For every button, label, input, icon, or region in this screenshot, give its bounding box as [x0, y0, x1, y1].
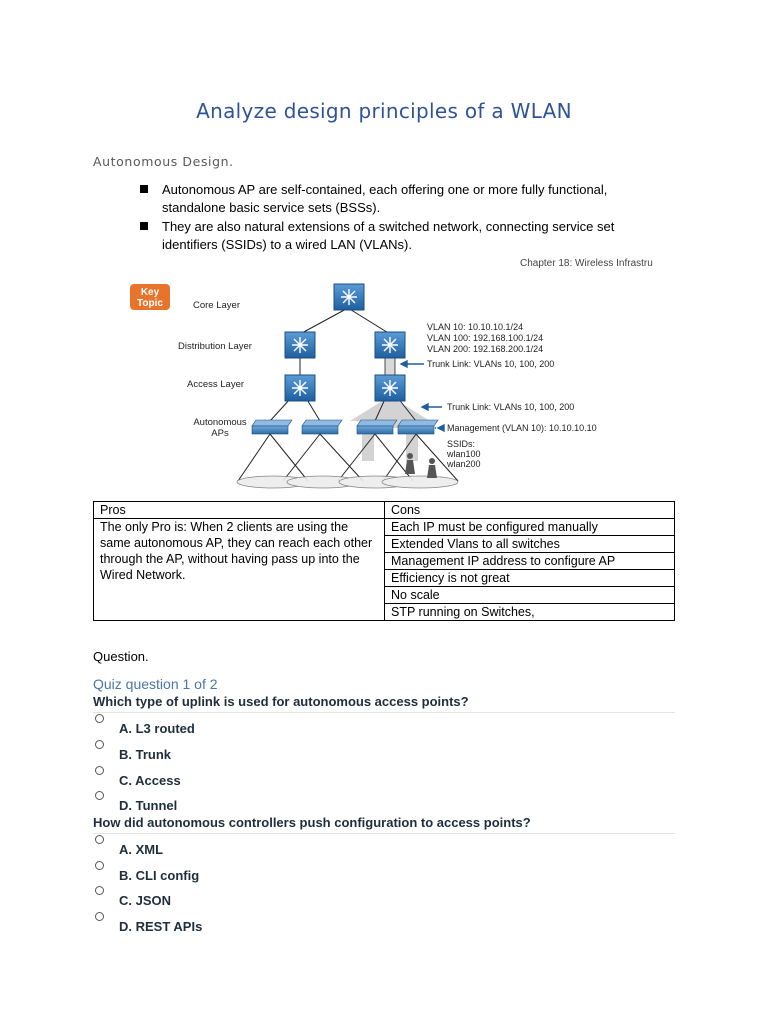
access-point-icon [302, 420, 342, 434]
vlan10-label: VLAN 10: 10.10.10.1/24 [427, 322, 524, 332]
radio-button[interactable] [95, 912, 104, 921]
wlan200-label: wlan200 [447, 459, 481, 469]
bullet-text: Autonomous AP are self-contained, each offering one or more fully functional, standalone basic service sets (BSSs). [162, 182, 608, 215]
cons-item: STP running on Switches, [385, 604, 675, 621]
radio-button[interactable] [95, 886, 104, 895]
radio-button[interactable] [95, 714, 104, 723]
option-label: B. Trunk [119, 747, 172, 762]
chapter-header: Chapter 18: Wireless Infrastru [520, 258, 653, 269]
cons-item: Efficiency is not great [385, 570, 675, 587]
option-label: C. JSON [119, 893, 172, 908]
badge-line1: Key [140, 287, 160, 298]
option-label: D. Tunnel [119, 798, 178, 813]
access-point-icon [357, 420, 397, 434]
question-text: How did autonomous controllers push configuration to access points? [93, 815, 531, 830]
badge-line2: Topic [137, 298, 163, 309]
option-label: A. XML [119, 842, 164, 857]
distribution-switch-right-icon [375, 332, 405, 358]
bullet-item [138, 218, 638, 254]
ssids-label: SSIDs: [447, 439, 476, 449]
autonomous-aps-label-2: APs [211, 428, 229, 439]
access-switch-left-icon [285, 375, 315, 401]
divider [93, 712, 675, 713]
radio-button[interactable] [95, 835, 104, 844]
trunk-highlight [385, 358, 395, 376]
pros-header: Pros [94, 502, 385, 519]
question-label: Question. [93, 649, 149, 664]
question-text: Which type of uplink is used for autonomous access points? [93, 694, 469, 709]
option-label: B. CLI config [119, 868, 200, 883]
bullet-item [138, 181, 638, 217]
option-label: C. Access [119, 773, 181, 788]
distribution-switch-left-icon [285, 332, 315, 358]
autonomous-aps-label-1: Autonomous [193, 417, 247, 428]
vlan200-label: VLAN 200: 192.168.200.1/24 [427, 344, 544, 354]
pros-text: The only Pro is: When 2 clients are using the same autonomous AP, they can reach each other through the AP, without having pass up into the Wired Network. [94, 519, 385, 621]
bullet-list [138, 181, 638, 255]
radio-button[interactable] [95, 766, 104, 775]
wlan100-label: wlan100 [447, 449, 481, 459]
core-switch-icon [334, 284, 364, 310]
quiz-question-2 [93, 815, 675, 830]
quiz-heading: Quiz question 1 of 2 [93, 676, 218, 692]
cons-item: Management IP address to configure AP [385, 553, 675, 570]
square-bullet-icon [140, 222, 148, 230]
access-layer-label: Access Layer [187, 379, 245, 390]
divider [93, 833, 675, 834]
radio-button[interactable] [95, 791, 104, 800]
pros-cons-table [93, 501, 675, 621]
cons-item: No scale [385, 587, 675, 604]
option-label: A. L3 routed [119, 721, 195, 736]
access-point-icon [398, 420, 438, 434]
wireless-clients-icon [405, 453, 437, 478]
access-point-icon [252, 420, 292, 434]
cons-header: Cons [385, 502, 675, 519]
option-label: D. REST APIs [119, 919, 203, 934]
core-layer-label: Core Layer [193, 300, 240, 311]
management-label: Management (VLAN 10): 10.10.10.10 [447, 423, 597, 433]
radio-button[interactable] [95, 861, 104, 870]
radio-button[interactable] [95, 740, 104, 749]
vlan100-label: VLAN 100: 192.168.100.1/24 [427, 333, 544, 343]
access-switch-right-icon [375, 375, 405, 401]
trunk-link-label-1: Trunk Link: VLANs 10, 100, 200 [427, 359, 555, 369]
network-diagram [120, 256, 680, 496]
cons-item: Extended Vlans to all switches [385, 536, 675, 553]
cons-item: Each IP must be configured manually [385, 519, 675, 536]
section-subtitle: Autonomous Design. [93, 154, 234, 169]
bullet-text: They are also natural extensions of a switched network, connecting service set identifiers (SSIDs) to a wired LAN (VLANs). [162, 219, 615, 252]
page-title: Analyze design principles of a WLAN [196, 99, 572, 123]
trunk-link-label-2: Trunk Link: VLANs 10, 100, 200 [447, 402, 575, 412]
quiz-question-1 [93, 694, 675, 709]
square-bullet-icon [140, 185, 148, 193]
distribution-layer-label: Distribution Layer [178, 341, 252, 352]
